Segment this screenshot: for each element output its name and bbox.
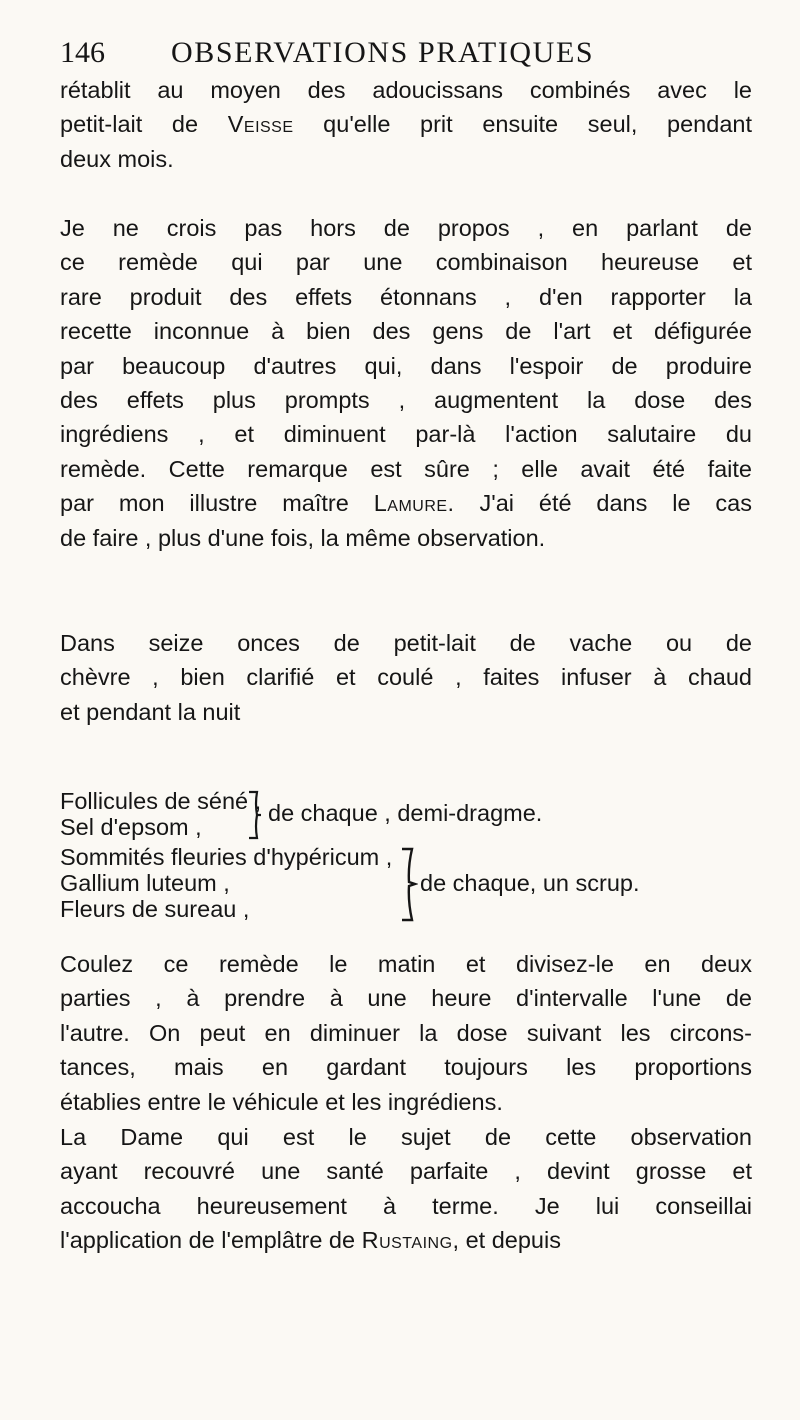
text-line: ingrédiens , et diminuent par-là l'action salutaire du [60,421,752,448]
text-line: parties , à prendre à une heure d'intervalle l'une de [60,985,752,1012]
text-line: La Dame qui est le sujet de cette observation [60,1124,752,1150]
text-line: rare produit des effets étonnans , d'en rapporter la [60,283,752,310]
recipe-dose-group-2: de chaque, un scrup. [420,870,640,896]
text-line: l'autre. On peut en diminuer la dose suivant les circons- [60,1019,752,1046]
recipe-item-sel-epsom: Sel d'epsom , [60,814,202,840]
text-line: Dans seize onces de petit-lait de vache ou de [60,630,752,656]
text-line: deux mois. [60,145,174,172]
proper-name: Veisse [227,111,294,138]
text-line: accoucha heureusement à terme. Je lui conseillai [60,1192,752,1219]
text-line: Je ne crois pas hors de propos , en parlant de [60,215,752,241]
text-line: de faire , plus d'une fois, la même observation. [60,524,546,551]
text-line: tances, mais en gardant toujours les proportions [60,1054,752,1081]
text-line: Coulez ce remède le matin et divisez-le en deux [60,951,752,977]
page-header [60,34,760,74]
brace-group-1 [246,788,264,842]
text-line: recette inconnue à bien des gens de l'art et défigurée [60,318,752,345]
text-line: établies entre le véhicule et les ingrédiens. [60,1088,503,1115]
recipe-item-follicules: Follicules de séné , [60,788,262,814]
proper-name: Rustaing [361,1227,453,1254]
running-title: OBSERVATIONS PRATIQUES [171,36,595,69]
text-line: ce remède qui par une combinaison heureuse et [60,249,752,276]
paragraph-3 [60,626,752,729]
paragraph-2 [60,211,752,555]
paragraph-4 [60,947,752,1119]
recipe-dose-group-1: de chaque , demi-dragme. [268,800,543,826]
text-line: rétablit au moyen des adoucissans combinés avec le [60,77,752,103]
text-line: par mon illustre maître Lamure. J'ai été dans le cas [60,490,752,517]
text-line: ayant recouvré une santé parfaite , devint grosse et [60,1158,752,1185]
paragraph-1 [60,73,752,176]
text-line: des effets plus prompts , augmentent la dose des [60,387,752,414]
brace-group-2 [398,844,418,924]
recipe-item-sureau: Fleurs de sureau , [60,896,250,922]
recipe-item-gallium: Gallium luteum , [60,870,230,896]
page-number: 146 [60,36,105,69]
text-line: et pendant la nuit [60,698,241,725]
recipe-item-hypericum: Sommités fleuries d'hypéricum , [60,844,393,870]
recipe-list [60,780,760,920]
paragraph-5 [60,1120,752,1258]
text-line: petit-lait de Veisse qu'elle prit ensuite seul, pendant [60,111,752,138]
text-line: chèvre , bien clarifié et coulé , faites infuser à chaud [60,664,752,691]
text-line: remède. Cette remarque est sûre ; elle avait été faite [60,455,752,482]
text-line: l'application de l'emplâtre de Rustaing, et depuis [60,1227,561,1254]
proper-name: Lamure. [373,490,455,517]
text-line: par beaucoup d'autres qui, dans l'espoir de produire [60,352,752,379]
